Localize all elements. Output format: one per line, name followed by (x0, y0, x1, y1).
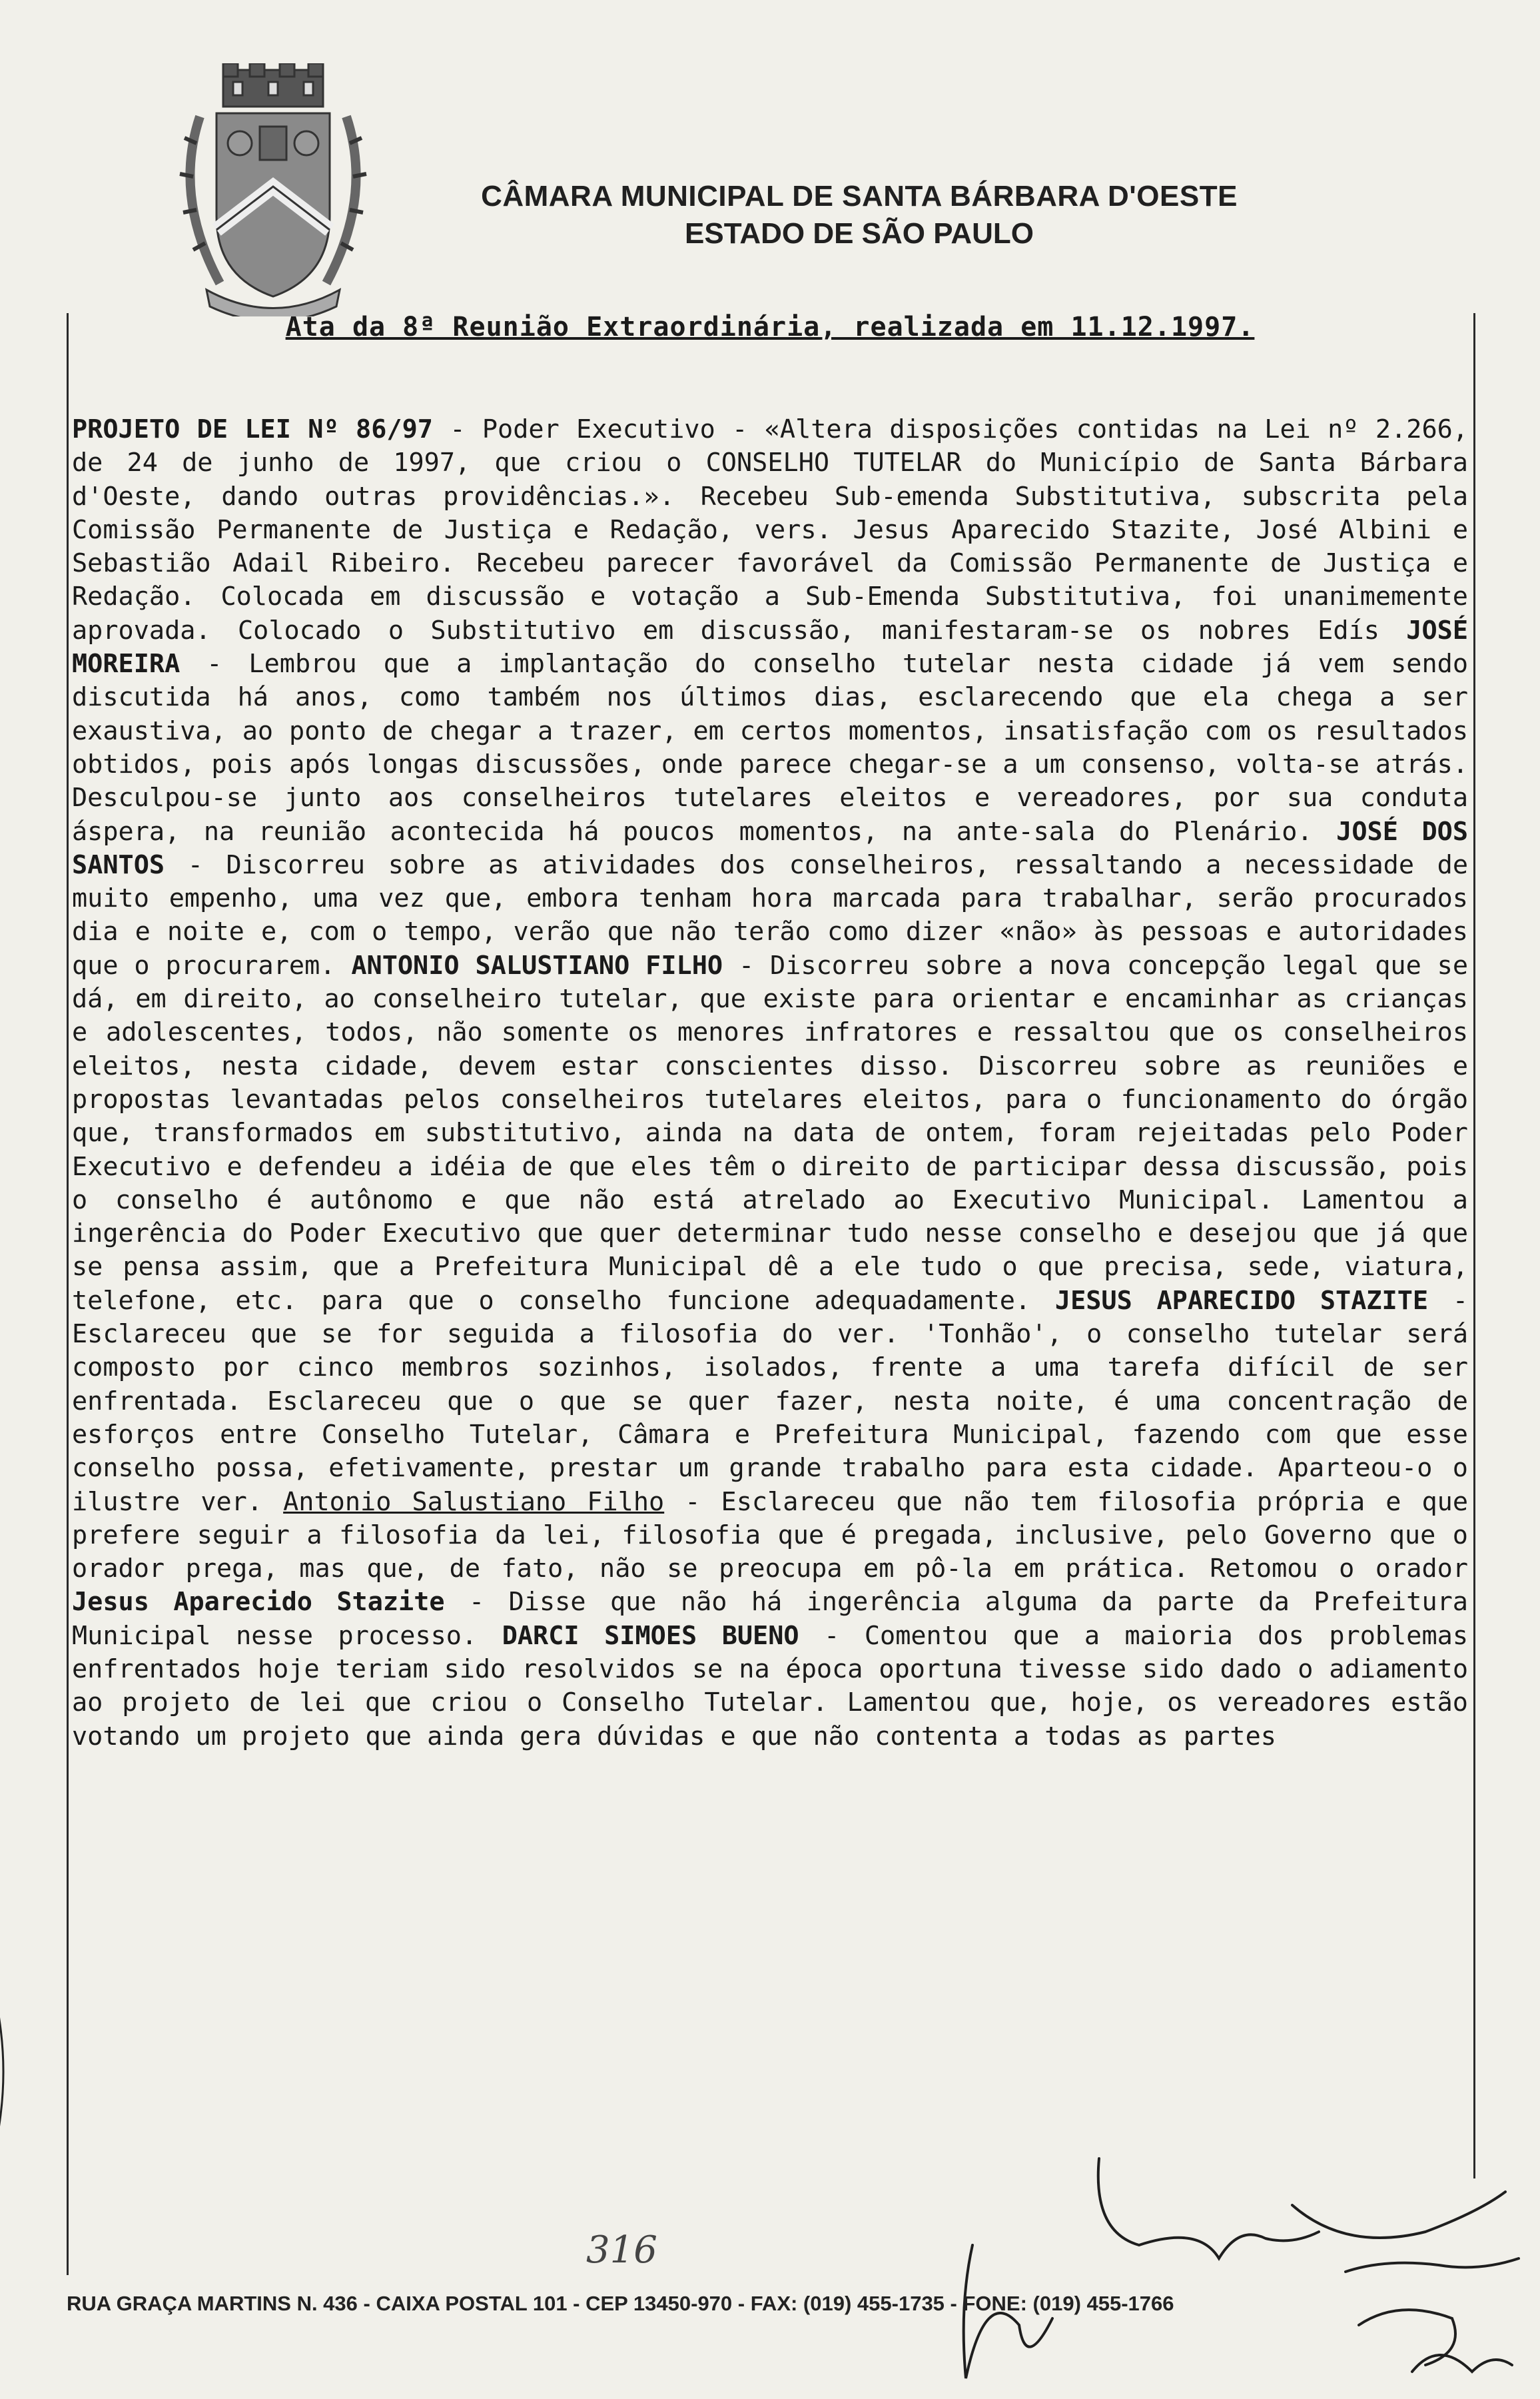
bill-description: - Poder Executivo - «Altera disposições contidas na Lei nº 2.266, de 24 de junho de 1997, que criou o CONSELHO TUTELAR do Município de Santa Bárbara d'Oeste, dando outras providências.». Recebeu Sub-emenda Substitutiva, subscrita pela Comissão Permanente de Justiça e Redação, vers. Jesus Aparecido Stazite, José Albini e Sebastião Adail Ribeiro. Recebeu parecer favorável da Comissão Permanente de Justiça e Redação. Colocada em discussão e votação a Sub-Emenda Substitutiva, foi unanimemente aprovada. Colocado o Substitutivo em discussão, manifestaram-se os nobres Edís (72, 414, 1468, 646)
letterhead-footer: RUA GRAÇA MARTINS N. 436 - CAIXA POSTAL 101 - CEP 13450-970 - FAX: (019) 455-1735 - FONE: (019) 455-1766 (67, 2292, 1174, 2315)
speaker-name: Jesus Aparecido Stazite (72, 1587, 445, 1618)
right-border-line (1473, 313, 1475, 2178)
speaker-remarks: - Lembrou que a implantação do conselho tutelar nesta cidade já vem sendo discutida há anos, como também nos últimos dias, esclarecendo que ela chega a ser exaustiva, ao ponto de chegar a trazer, em certos momentos, insatisfação com os resultados obtidos, pois após longas discussões, onde parece chegar-se a um consenso, volta-se atrás. Desculpou-se junto aos conselheiros tutelares eleitos e vereadores, por sua conduta áspera, na reunião acontecida há poucos momentos, na ante-sala do Plenário. (72, 649, 1468, 847)
municipal-coat-of-arms-icon (160, 63, 386, 316)
bill-reference: PROJETO DE LEI Nº 86/97 (72, 414, 433, 444)
aparte-speaker-name: Antonio Salustiano Filho (283, 1486, 665, 1517)
speaker-name: ANTONIO SALUSTIANO FILHO (351, 950, 723, 981)
speaker-remarks: - Comentou que a maioria dos problemas enfrentados hoje teriam sido resolvidos se na época oportuna tivesse sido dado o adiamento ao projeto de lei que criou o Conselho Tutelar. Lamentou que, hoje, os vereadores estão votando um projeto que ainda gera dúvidas e que não contenta a todas as partes (72, 1620, 1468, 1751)
minutes-body (72, 413, 1468, 2172)
state-name: ESTADO DE SÃO PAULO (685, 217, 1034, 250)
margin-mark (0, 1945, 20, 2198)
speaker-name: DARCI SIMOES BUENO (502, 1620, 799, 1651)
speaker-name: JOSÉ DOS SANTOS (72, 816, 1468, 880)
organization-name: CÂMARA MUNICIPAL DE SANTA BÁRBARA D'OESTE (481, 180, 1238, 213)
handwritten-signatures (919, 2152, 1539, 2398)
letterhead (426, 180, 1292, 250)
speaker-remarks: - Discorreu sobre as atividades dos conselheiros, ressaltando a necessidade de muito empenho, uma vez que, embora tenham hora marcada para trabalhar, serão procurados dia e noite e, com o tempo, verão que não terão como dizer «não» às pessoas e autoridades que o procurarem. (72, 849, 1468, 981)
speaker-remarks: - Disse que não há ingerência alguma da parte da Prefeitura Municipal nesse processo. (72, 1587, 1468, 1651)
speaker-remarks: - Esclareceu que não tem filosofia própria e que prefere seguir a filosofia da lei, filosofia que é pregada, inclusive, pelo Governo que o orador prega, mas que, de fato, não se preocupa em pô-la em prática. Retomou o orador (72, 1486, 1468, 1584)
minutes-paragraph (72, 413, 1468, 1753)
speaker-remarks: - Discorreu sobre a nova concepção legal que se dá, em direito, ao conselheiro tutelar, que existe para orientar e encaminhar as crianças e adolescentes, todos, não somente os menores infratores e ressaltou que os conselheiros eleitos, nesta cidade, devem estar conscientes disso. Discorreu sobre as reuniões e propostas levantadas pelos conselheiros tutelares eleitos, para o funcionamento do órgão que, transformados em substitutivo, ainda na data de ontem, foram rejeitadas pelo Poder Executivo e defendeu a idéia de que eles têm o direito de participar dessa discussão, pois o conselho é autônomo e que não está atrelado ao Executivo Municipal. Lamentou a ingerência do Poder Executivo que quer determinar tudo nesse conselho e desejou que já que se pensa assim, que a Prefeitura Municipal dê a ele tudo o que precisa, sede, viatura, telefone, etc. para que o conselho funcione adequadamente. (72, 950, 1468, 1316)
speaker-name: JESUS APARECIDO STAZITE (1054, 1285, 1429, 1316)
handwritten-page-number: 316 (586, 2228, 657, 2272)
speaker-remarks: - Esclareceu que se for seguida a filosofia do ver. 'Tonhão', o conselho tutelar será composto por cinco membros sozinhos, isolados, frente a uma tarefa difícil de ser enfrentada. Esclareceu que o que se quer fazer, nesta noite, é uma concentração de esforços entre Conselho Tutelar, Câmara e Prefeitura Municipal, fazendo com que esse conselho possa, efetivamente, prestar um grande trabalho para esta cidade. Aparteou-o o ilustre ver. (72, 1285, 1468, 1517)
minutes-title: Ata da 8ª Reunião Extraordinária, realizada em 11.12.1997. (285, 312, 1255, 342)
speaker-name: JOSÉ MOREIRA (72, 615, 1468, 680)
left-border-line (67, 313, 69, 2275)
